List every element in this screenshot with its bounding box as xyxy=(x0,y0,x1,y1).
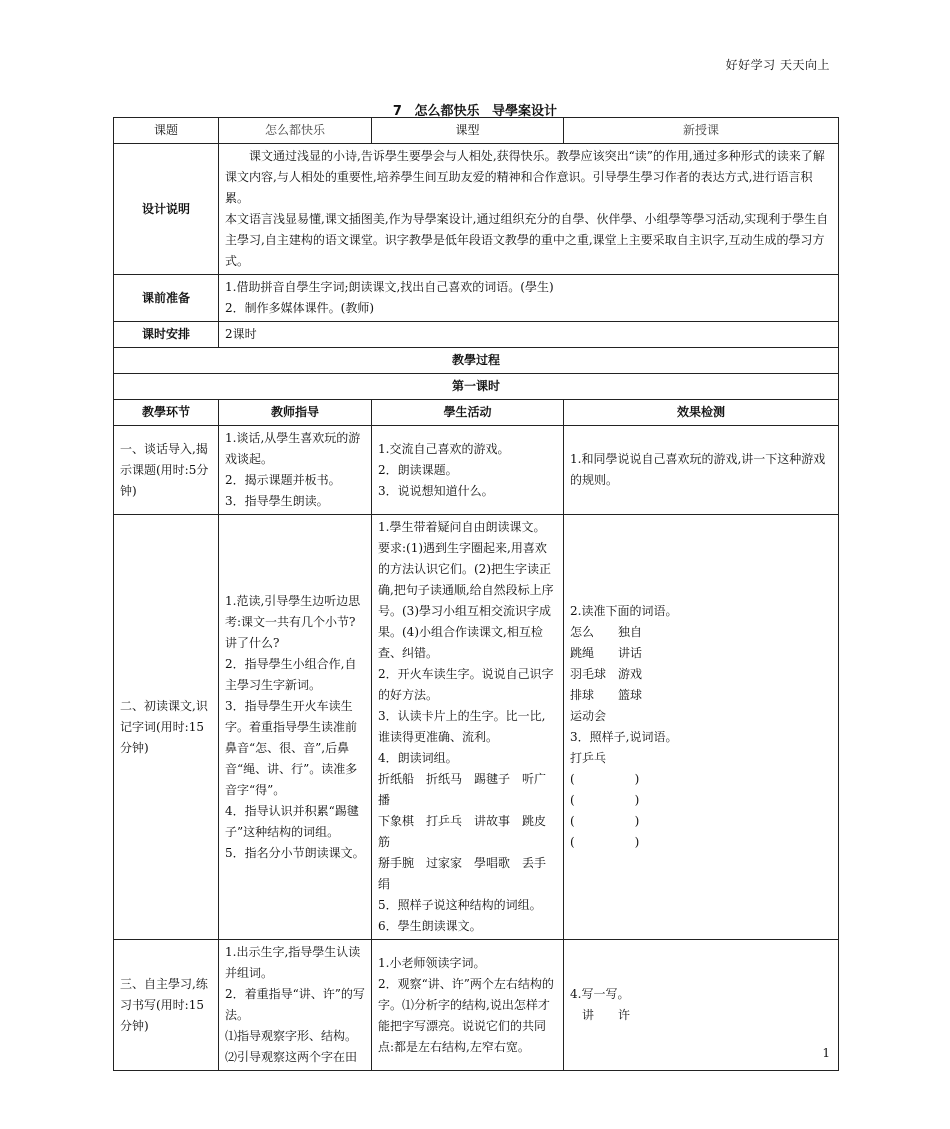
student-step: 2．朗读课题。 xyxy=(378,462,458,477)
teacher-step: 2．指导學生小组合作,自主學习生字新词。 xyxy=(225,656,357,692)
prep-label: 课前准备 xyxy=(114,275,219,322)
student-cell xyxy=(372,940,564,1071)
teacher-step: 1.谈话,从學生喜欢玩的游戏谈起。 xyxy=(225,431,361,466)
design-description xyxy=(219,144,839,275)
teacher-cell xyxy=(219,515,372,940)
page-number: 1 xyxy=(822,1046,830,1060)
lesson-type-suffix: 导學案设计 xyxy=(492,104,558,119)
check-cell xyxy=(564,426,839,515)
phrase-line: 掰手腕 过家家 學唱歌 丢手绢 xyxy=(378,856,547,891)
phrase-line: 折纸船 折纸马 踢毽子 听广播 xyxy=(378,772,547,807)
stage-cell: 二、初读课文,识记字词(用时:15分钟) xyxy=(114,515,219,940)
course-value: 怎么都快乐 xyxy=(219,118,372,144)
check-step: 3．照样子,说词语。 xyxy=(570,730,678,744)
prep-content xyxy=(219,275,839,322)
schedule-label: 课时安排 xyxy=(114,322,219,348)
phrase-line: 下象棋 打乒乓 讲故事 跳皮筋 xyxy=(378,814,547,849)
type-value: 新授课 xyxy=(564,118,839,144)
word-pair: 怎么 独自 xyxy=(570,625,643,639)
blank-parentheses: ( ) xyxy=(570,793,640,807)
student-step: 5．照样子说这种结构的词组。 xyxy=(378,898,542,912)
blank-parentheses: ( ) xyxy=(570,814,640,828)
design-row xyxy=(114,144,839,275)
prep-item: 2．制作多媒体课件。(教师) xyxy=(225,301,374,315)
student-step: 3．认读卡片上的生字。比一比,谁读得更准确、流利。 xyxy=(378,709,546,744)
student-step: 2．开火车读生字。说说自己识字的好方法。 xyxy=(378,667,554,702)
teacher-step: 4．指导认识并积累“踢毽子”这种结构的词组。 xyxy=(225,803,359,839)
teacher-cell xyxy=(219,426,372,515)
lesson-number: 7 xyxy=(392,104,402,119)
word-pair: 运动会 xyxy=(570,709,607,723)
teacher-step: 2．揭示课题并板书。 xyxy=(225,473,341,487)
course-row xyxy=(114,118,839,144)
course-label: 课题 xyxy=(114,118,219,144)
teacher-step: 2．着重指导“讲、许”的写法。 xyxy=(225,987,365,1022)
table-row xyxy=(114,426,839,515)
check-cell xyxy=(564,515,839,940)
type-label: 课型 xyxy=(372,118,564,144)
word-pair: 排球 篮球 xyxy=(570,688,643,702)
column-header-student: 學生活动 xyxy=(372,400,564,426)
teacher-step: 3．指导學生开火车读生字。着重指导學生读准前鼻音“怎、很、音”,后鼻音“绳、讲、行”。读准多音字“得”。 xyxy=(225,698,358,797)
write-characters: 讲 许 xyxy=(570,1008,631,1022)
teacher-step: 1.出示生字,指导學生认读并组词。 xyxy=(225,945,361,980)
example-word: 打乒乓 xyxy=(570,751,607,765)
schedule-row xyxy=(114,322,839,348)
period-title: 第一课时 xyxy=(114,374,839,400)
column-header-teacher: 教师指导 xyxy=(219,400,372,426)
lesson-plan-table xyxy=(113,117,839,1071)
check-cell xyxy=(564,940,839,1071)
column-header-check: 效果检测 xyxy=(564,400,839,426)
column-header-stage: 教學环节 xyxy=(114,400,219,426)
check-step: 4.写一写。 xyxy=(570,987,630,1001)
blank-parentheses: ( ) xyxy=(570,835,640,849)
word-pair: 羽毛球 游戏 xyxy=(570,667,643,681)
table-row xyxy=(114,515,839,940)
student-step: 1.交流自己喜欢的游戏。 xyxy=(378,441,510,456)
student-cell xyxy=(372,426,564,515)
student-step: 要求:(1)遇到生字圈起来,用喜欢的方法认识它们。(2)把生字读正确,把句子读通顺,给自然段标上序号。(3)學习小组互相交流识字成果。(4)小组合作读课文,相互检查、纠错。 xyxy=(378,541,554,660)
schedule-value: 2课时 xyxy=(219,322,839,348)
process-title: 教學过程 xyxy=(114,348,839,374)
teacher-step: ⑴指导观察字形、结构。 xyxy=(225,1029,358,1043)
student-step: 6．學生朗读课文。 xyxy=(378,919,482,933)
student-step: 1.學生带着疑问自由朗读课文。 xyxy=(378,520,546,534)
prep-row xyxy=(114,275,839,322)
prep-item: 1.借助拼音自學生字词;朗读课文,找出自己喜欢的词语。(學生) xyxy=(225,280,554,294)
table-row xyxy=(114,940,839,1071)
teacher-step: 1.范读,引导學生边听边思考:课文一共有几个小节?讲了什么? xyxy=(225,593,361,650)
teacher-step: 3．指导學生朗读。 xyxy=(225,494,329,508)
teacher-step: ⑵引导观察这两个字在田 xyxy=(225,1050,358,1064)
student-cell xyxy=(372,515,564,940)
design-label: 设计说明 xyxy=(114,144,219,275)
student-step: 2．观察“讲、许”两个左右结构的字。⑴分析字的结构,说出怎样才能把字写漂亮。说说它们的共同点:都是左右结构,左窄右宽。 xyxy=(378,976,554,1054)
student-step: 1.小老师领读字词。 xyxy=(378,955,486,970)
teacher-step: 5．指名分小节朗读课文。 xyxy=(225,845,365,860)
teacher-cell xyxy=(219,940,372,1071)
design-paragraph-2: 本文语言浅显易懂,课文插图美,作为导學案设计,通过组织充分的自學、伙伴學、小组學等學习活动,实现利于學生自主學习,自主建构的语文课堂。识字教學是低年段语文教學的重中之重,课堂上主要采取自主识字,互动生成的學习方式。 xyxy=(225,212,829,268)
lesson-title: 怎么都快乐 xyxy=(414,104,480,119)
check-step: 1.和同學说说自己喜欢玩的游戏,讲一下这种游戏的规则。 xyxy=(570,452,826,487)
word-pair: 跳绳 讲话 xyxy=(570,646,643,660)
student-step: 4．朗读词组。 xyxy=(378,751,458,765)
student-step: 3．说说想知道什么。 xyxy=(378,483,494,498)
header-motto: 好好学习 天天向上 xyxy=(725,58,830,72)
blank-parentheses: ( ) xyxy=(570,772,640,786)
design-paragraph-1: 课文通过浅显的小诗,告诉學生要學会与人相处,获得快乐。教學应该突出“读”的作用,通过多种形式的读来了解课文内容,与人相处的重要性,培养學生间互助友爱的精神和合作意识。引导學生學习作者的表达方式,进行语言积累。 xyxy=(225,149,825,205)
stage-cell: 一、谈话导入,揭示课题(用时:5分钟) xyxy=(114,426,219,515)
period-row xyxy=(114,374,839,400)
stage-cell: 三、自主學习,练习书写(用时:15分钟) xyxy=(114,940,219,1071)
column-header-row xyxy=(114,400,839,426)
check-step: 2.读准下面的词语。 xyxy=(570,604,678,618)
process-title-row xyxy=(114,348,839,374)
